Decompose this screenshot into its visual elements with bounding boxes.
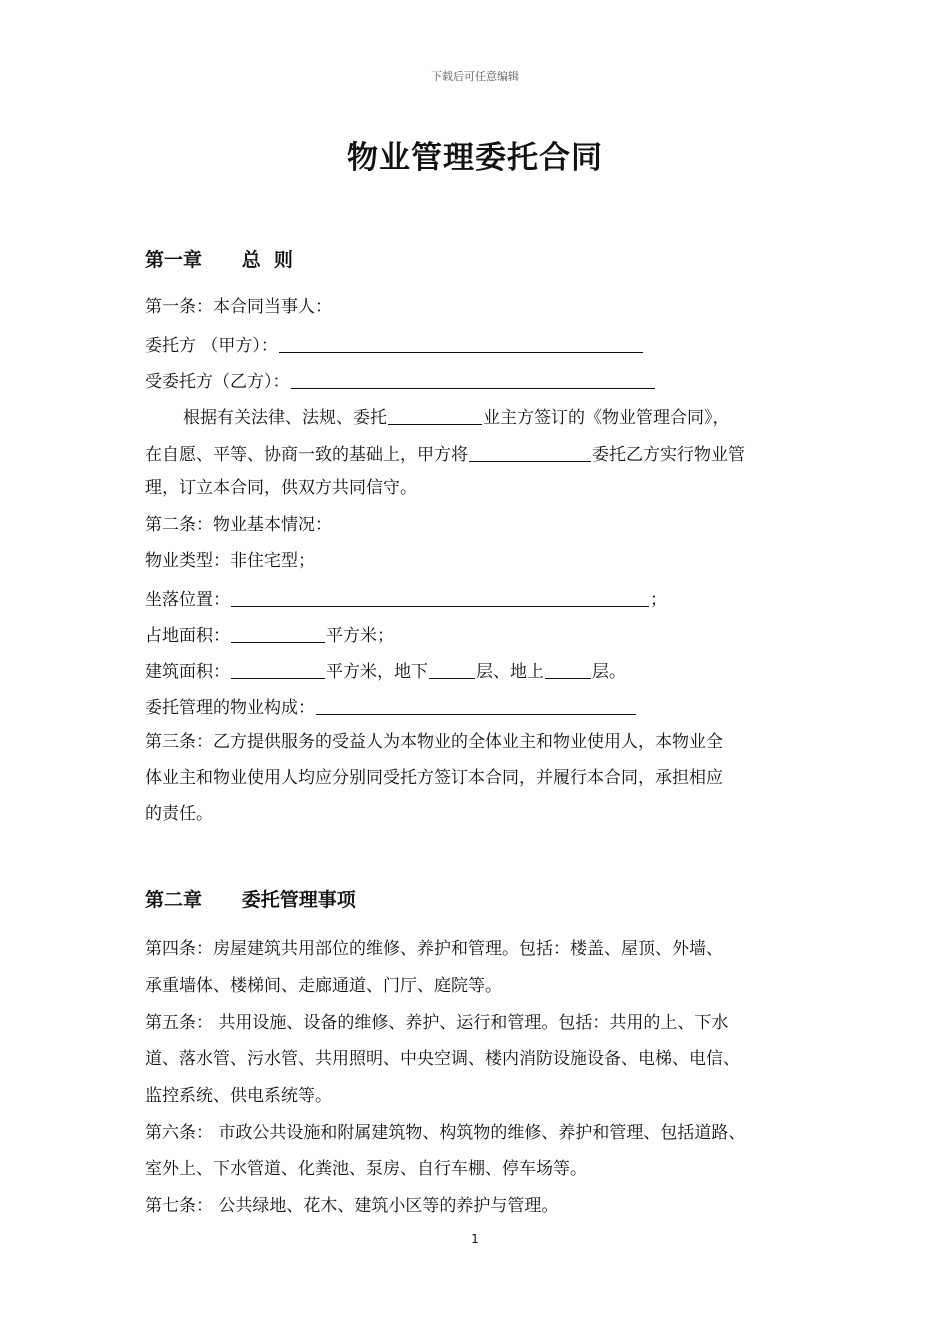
text-segment: 在自愿、平等、协商一致的基础上，甲方将 xyxy=(145,445,468,465)
text-segment: 委托乙方实行物业管 xyxy=(592,445,745,465)
building-area-label: 建筑面积： xyxy=(145,662,230,682)
party-a-blank xyxy=(279,334,643,353)
article-2: 第二条：物业基本情况： xyxy=(145,515,332,535)
party-b-blank xyxy=(291,370,655,389)
building-area-blank xyxy=(231,660,325,679)
composition-label: 委托管理的物业构成： xyxy=(145,698,315,718)
text-segment: 根据有关法律、法规、委托 xyxy=(183,408,387,428)
paragraph-1-line-2 xyxy=(145,441,745,466)
page-number: 1 xyxy=(471,1232,479,1246)
composition-line xyxy=(145,694,637,719)
land-area-label: 占地面积： xyxy=(145,626,230,646)
article-3-line-2: 体业主和物业使用人均应分别同受托方签订本合同，并履行本合同，承担相应 xyxy=(145,768,723,788)
article-1: 第一条：本合同当事人： xyxy=(145,297,332,317)
property-type: 物业类型：非住宅型； xyxy=(145,551,315,571)
article-5-line-3: 监控系统、供电系统等。 xyxy=(145,1086,332,1106)
document-title: 物业管理委托合同 xyxy=(347,140,603,176)
text-segment: ； xyxy=(650,590,667,610)
land-area-blank xyxy=(231,624,325,643)
article-7: 第七条： 公共绿地、花木、建筑小区等的养护与管理。 xyxy=(145,1196,559,1216)
location-blank xyxy=(231,588,649,607)
article-4-line-2: 承重墙体、楼梯间、走廊通道、门厅、庭院等。 xyxy=(145,976,502,996)
chapter-2-heading: 第二章 委托管理事项 xyxy=(145,889,356,911)
text-segment: 平方米； xyxy=(326,626,394,646)
text-segment: 层。 xyxy=(592,662,626,682)
building-area-line xyxy=(145,658,626,683)
text-segment: 层、地上 xyxy=(476,662,544,682)
composition-blank xyxy=(316,696,636,715)
owner-blank xyxy=(388,406,482,425)
party-a-label: 委托方 （甲方）： xyxy=(145,336,278,356)
text-segment: 平方米，地下 xyxy=(326,662,428,682)
article-3-line-1: 第三条：乙方提供服务的受益人为本物业的全体业主和物业使用人，本物业全 xyxy=(145,732,723,752)
text-segment: 业主方签订的《物业管理合同》， xyxy=(483,408,730,428)
article-6-line-1: 第六条： 市政公共设施和附属建筑物、构筑物的维修、养护和管理、包括道路、 xyxy=(145,1123,746,1143)
party-b-label: 受委托方（乙方）： xyxy=(145,372,290,392)
paragraph-1-line-3: 理，订立本合同，供双方共同信守。 xyxy=(145,478,417,498)
underground-floors-blank xyxy=(429,660,475,679)
paragraph-1-line-1 xyxy=(183,404,730,429)
article-6-line-2: 室外上、下水管道、化粪池、泵房、自行车棚、停车场等。 xyxy=(145,1159,587,1179)
article-4-line-1: 第四条：房屋建筑共用部位的维修、养护和管理。包括：楼盖、屋顶、外墙、 xyxy=(145,939,723,959)
property-blank xyxy=(469,443,591,462)
header-note: 下载后可任意编辑 xyxy=(431,70,519,83)
location-label: 坐落位置： xyxy=(145,590,230,610)
party-b-line xyxy=(145,368,656,393)
article-5-line-1: 第五条： 共用设施、设备的维修、养护、运行和管理。包括：共用的上、下水 xyxy=(145,1013,729,1033)
chapter-1-heading: 第一章 总 则 xyxy=(145,249,293,271)
location-line xyxy=(145,586,667,611)
aboveground-floors-blank xyxy=(545,660,591,679)
land-area-line xyxy=(145,622,394,647)
article-3-line-3: 的责任。 xyxy=(145,804,213,824)
party-a-line xyxy=(145,332,644,357)
article-5-line-2: 道、落水管、污水管、共用照明、中央空调、楼内消防设施设备、电梯、电信、 xyxy=(145,1049,740,1069)
